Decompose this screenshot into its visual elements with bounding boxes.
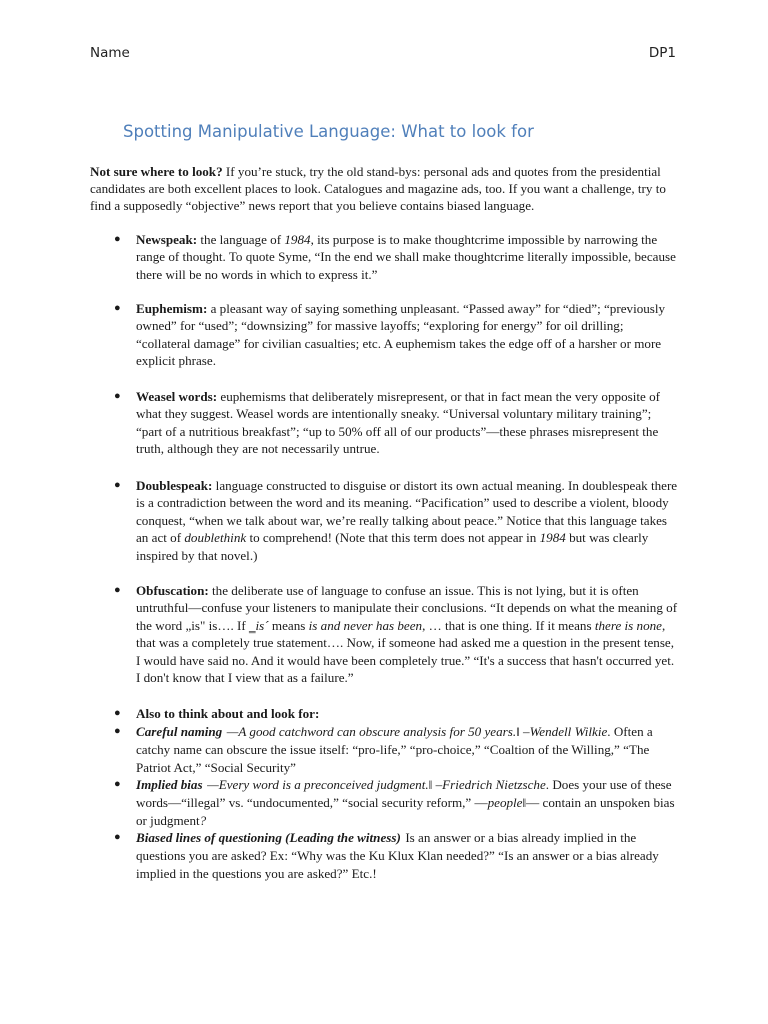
obfuscation-text-1: the deliberate use of language to confuse an issue. This is not lying, but it is often untruthful—confuse your listeners to manipulate their conclusions. “It depends on what the meaning of the word „is" is…. If xyxy=(136,583,678,633)
bullet-icon: ● xyxy=(114,831,121,843)
bullet-icon: ● xyxy=(114,479,121,491)
weasel-text: euphemisms that deliberately misrepresent, or that in fact mean the very opposite of what they suggest. Weasel words are intentionally sneaky. “Universal voluntary military training”; “part of a nutritious breakfast”; “up to 50% off all of our products”—these phrases misrepresent the truth, although they are not necessarily untrue. xyxy=(136,389,660,457)
bullet-icon: ● xyxy=(114,584,121,596)
obfuscation-italic-1: ‗is´ xyxy=(249,617,269,633)
also-heading: Also to think about and look for: xyxy=(136,706,320,721)
bullet-icon: ● xyxy=(114,725,121,737)
obfuscation-text-3: , … that is one thing. If it means xyxy=(422,617,595,633)
doublespeak-text-3: but was clearly inspired by that novel.) xyxy=(136,530,649,563)
intro-paragraph xyxy=(90,163,680,214)
term-biased-questioning: Biased lines of questioning (Leading the witness) xyxy=(136,830,401,845)
euphemism-text: a pleasant way of saying something unpleasant. “Passed away” for “died”; “previously owned” for “used”; “downsizing” for massive layoffs; “exploring for energy” for oil drilling; “collateral damage” for civilian casualties; etc. A euphemism takes the edge off of a harsher or more explicit phrase. xyxy=(136,301,666,369)
implied-quote: —Every word is a preconceived judgment.‖ –Friedrich Nietzsche xyxy=(207,777,546,792)
intro-text: If you’re stuck, try the old stand-bys: personal ads and quotes from the presidential candidates are both excellent places to look. Catalogues and magazine ads, too. If you want a challenge, try to find a supposedly “objective” news report that you believe contains biased language. xyxy=(90,164,666,213)
name-label: Name xyxy=(90,45,130,61)
term-doublespeak: Doublespeak: xyxy=(136,478,213,493)
implied-italic-1: people xyxy=(487,795,523,811)
intro-lead: Not sure where to look? xyxy=(90,164,223,179)
implied-text-2: ‖— contain an unspoken bias or judgment xyxy=(136,795,675,828)
bullet-icon: ● xyxy=(114,302,121,314)
list-item-newspeak xyxy=(114,231,680,283)
list-item-obfuscation xyxy=(114,582,680,686)
biased-text: Is an answer or a bias already implied in the questions you are asked? Ex: “Why was the Ku Klux Klan needed?” “Is an answer or a bias already implied in the questions you are asked?” Etc.! xyxy=(136,830,659,881)
list-item-doublespeak xyxy=(114,477,680,564)
doublespeak-text-1: language constructed to disguise or distort its own actual meaning. In doublespeak there is a contradiction between the word and its meaning. “Pacification” used to describe a violent, bloody conquest, “when we talk about war, we’re really talking about peace.” Notice that this language takes an act of xyxy=(136,478,678,546)
list-item-implied-bias xyxy=(114,776,680,829)
obfuscation-text-2: means xyxy=(268,617,309,633)
newspeak-text-2: , its purpose is to make thoughtcrime impossible by narrowing the range of thought. To quote Syme, “In the end we shall make thoughtcrime literally impossible, because there will be no words in which to express it.” xyxy=(136,232,676,282)
obfuscation-italic-3: there is none xyxy=(594,617,662,633)
bullet-icon: ● xyxy=(114,778,121,790)
term-obfuscation: Obfuscation: xyxy=(136,583,209,598)
term-implied-bias: Implied bias xyxy=(136,777,203,792)
bullet-icon: ● xyxy=(114,707,121,719)
term-newspeak: Newspeak: xyxy=(136,232,198,247)
list-item-weasel-words xyxy=(114,388,680,458)
implied-text-1: . Does your use of these words—“illegal” vs. “undocumented,” “social security reform,” — xyxy=(136,777,672,811)
newspeak-italic-1: 1984 xyxy=(284,232,311,247)
term-euphemism: Euphemism: xyxy=(136,301,208,316)
doc-code: DP1 xyxy=(648,45,676,61)
bullet-icon: ● xyxy=(114,233,121,245)
doublespeak-italic-2: 1984 xyxy=(539,530,566,546)
bullet-icon: ● xyxy=(114,390,121,402)
term-careful-naming: Careful naming xyxy=(136,724,223,739)
doublespeak-text-2: to comprehend! (Note that this term does not appear in xyxy=(246,530,540,546)
obfuscation-italic-2: is and never has been xyxy=(308,617,423,633)
careful-text: . Often a catchy name can obscure the issue itself: “pro-life,” “pro-choice,” “Coaltion of the Willing,” “The Patriot Act,” “Social Security” xyxy=(136,724,653,775)
list-item-biased-questioning xyxy=(114,829,680,882)
doublespeak-italic-1: doublethink xyxy=(184,530,247,546)
term-weasel-words: Weasel words: xyxy=(136,389,218,404)
list-item-also xyxy=(114,705,680,722)
newspeak-text-1: the language of xyxy=(197,232,285,247)
list-item-euphemism xyxy=(114,300,680,370)
implied-italic-2: ? xyxy=(199,812,207,828)
careful-quote: —A good catchword can obscure analysis for 50 years.‖ –Wendell Wilkie xyxy=(226,724,608,739)
obfuscation-text-4: , that was a completely true statement…. Now, if someone had asked me a question in the present tense, I would have said no. And it would have been completely true.” “It's a success that hasn't occurred yet. I don't know that I view that as a failure.” xyxy=(136,617,675,686)
page-title: Spotting Manipulative Language: What to look for xyxy=(123,122,534,141)
list-item-careful-naming xyxy=(114,723,680,776)
